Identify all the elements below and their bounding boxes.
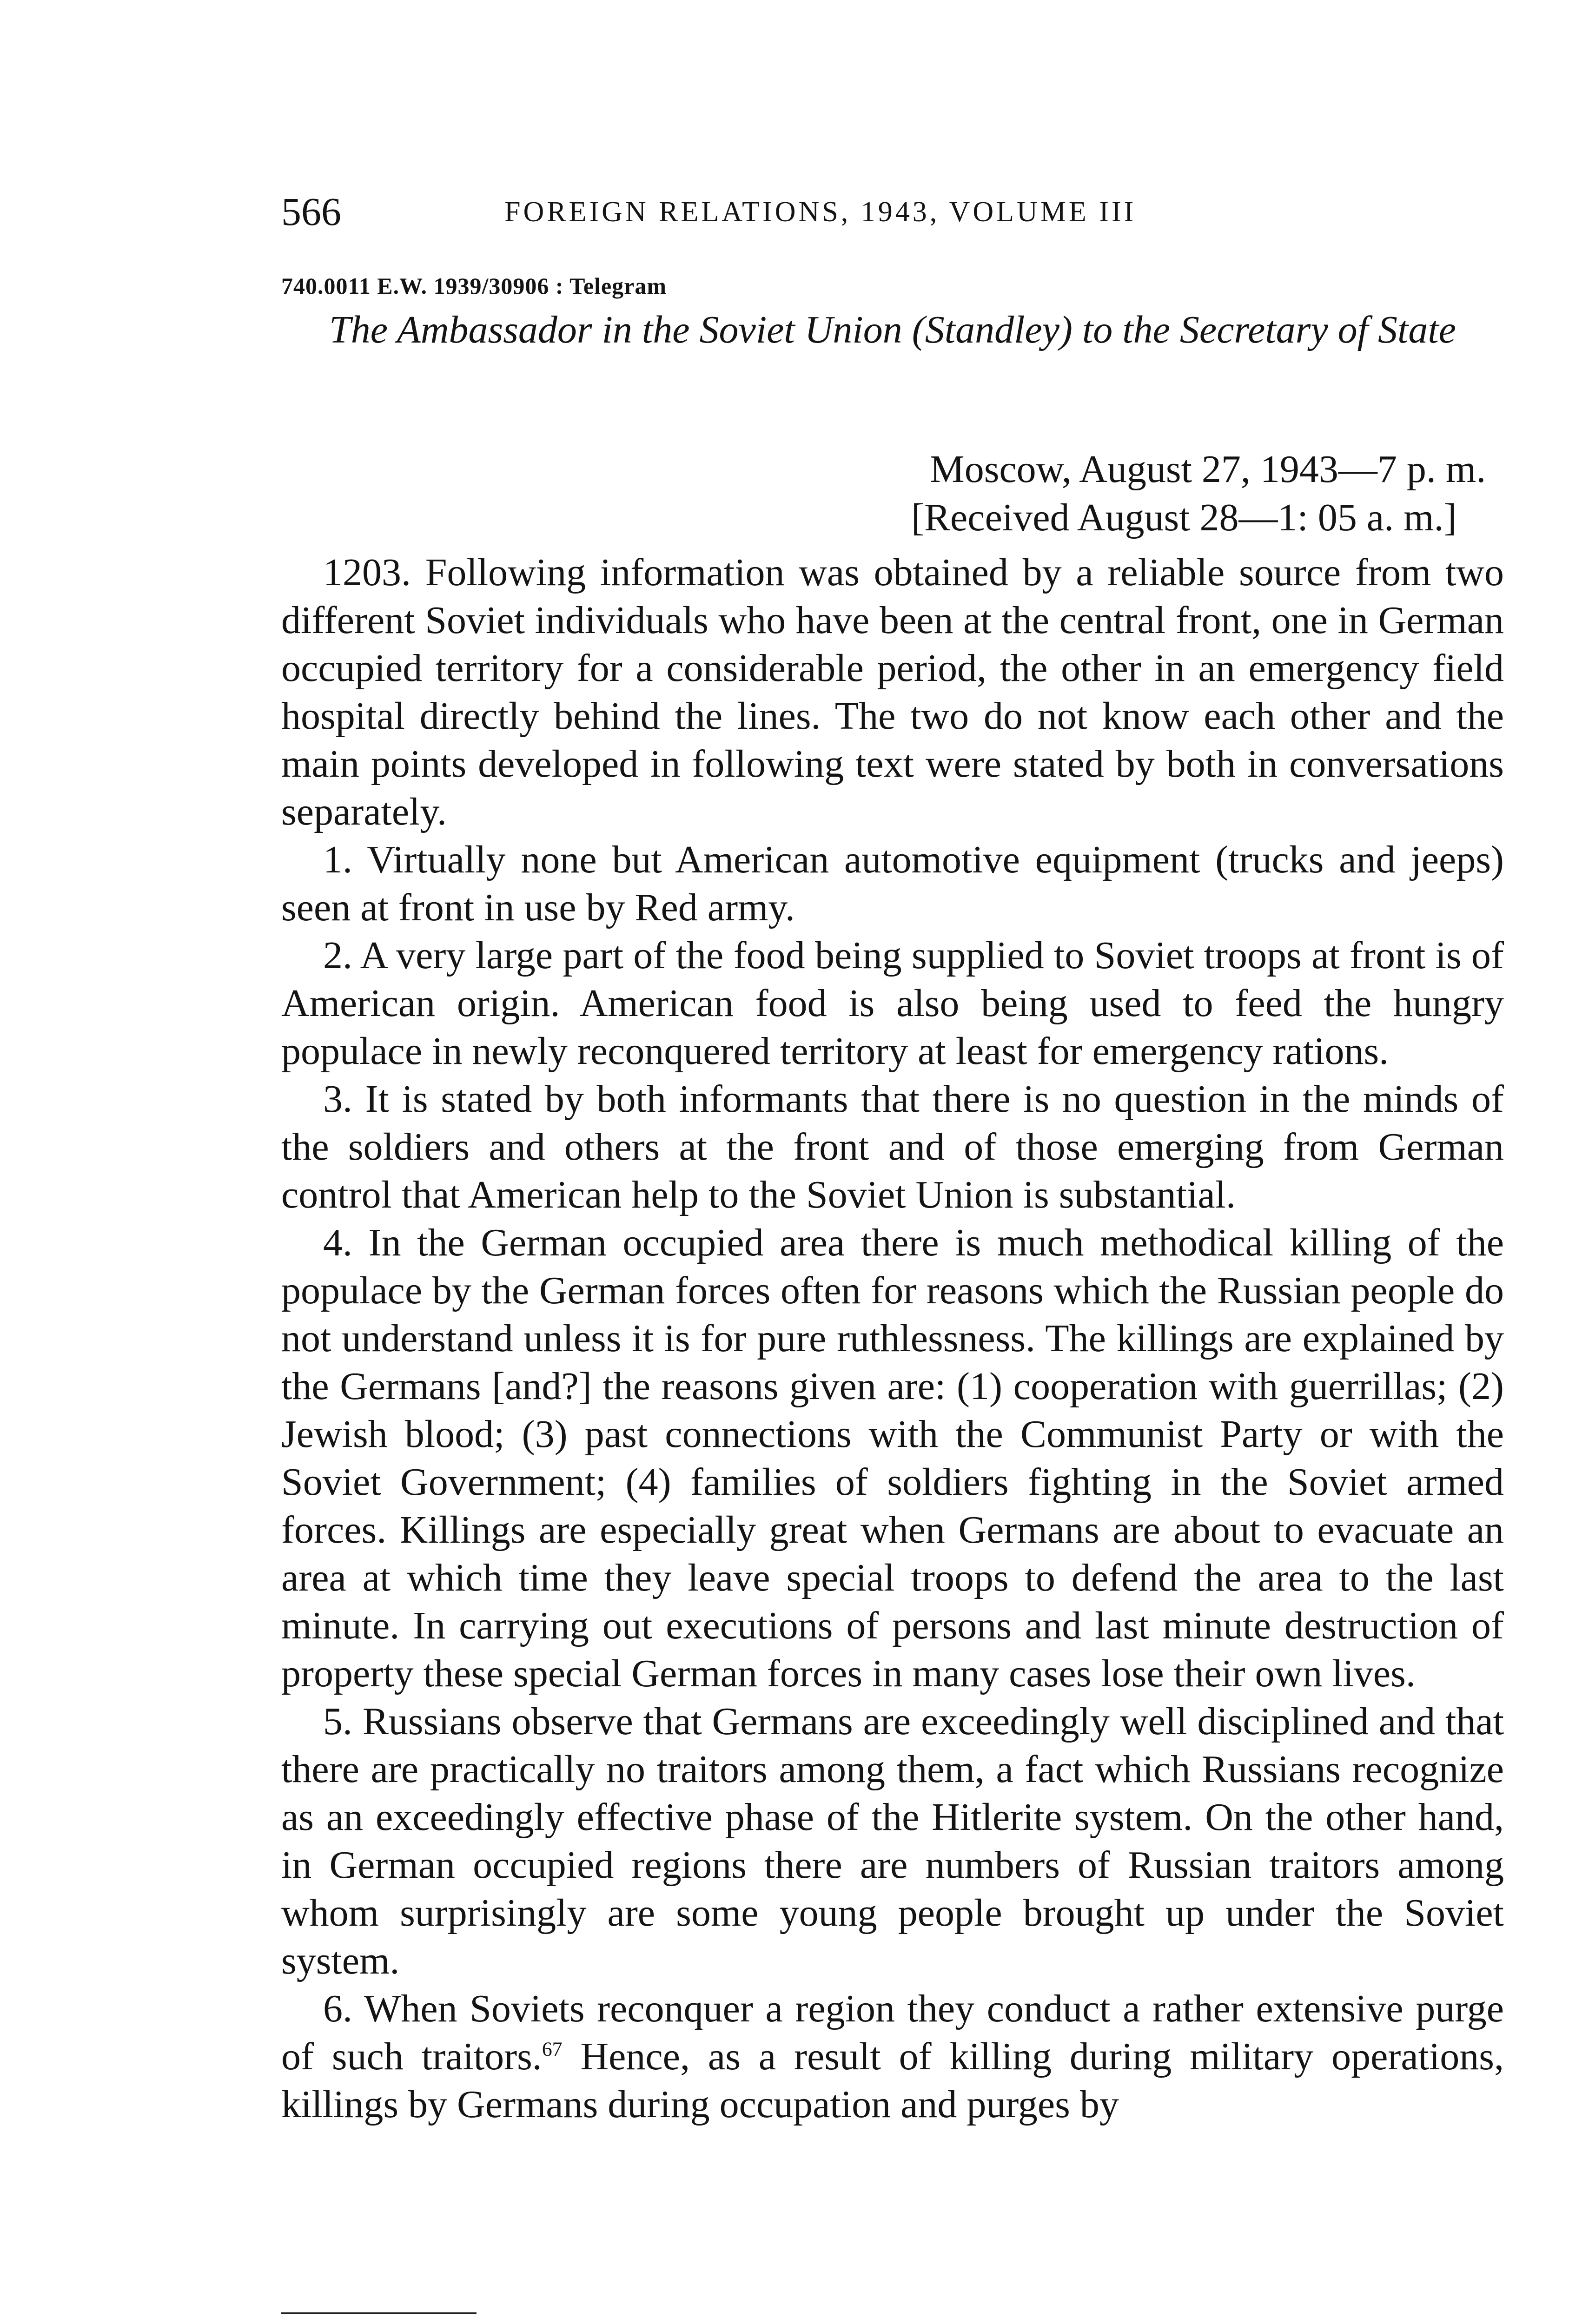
telegram-body [281,548,1504,2128]
body-paragraph: 5. Russians observe that Germans are exceedingly well disciplined and that there are practically no traitors among them, a fact which Russians recognize as an exceedingly effective phase of the Hitlerite system. On the other hand, in German occupied regions there are numbers of Russian traitors among whom surprisingly are some young people brought up under the Soviet system. [281,1700,1504,1982]
page-number: 566 [281,189,341,234]
dateline [911,445,1516,542]
body-paragraph: 2. A very large part of the food being supplied to Soviet troops at front is of American origin. American food is also being used to feed the hungry populace in newly reconquered territory at least for emergency rations. [281,934,1504,1073]
body-paragraph: 3. It is stated by both informants that there is no question in the minds of the soldiers and others at the front and of those emerging from German control that American help to the Soviet Union is substantial. [281,1077,1504,1216]
body-paragraph: 1. Virtually none but American automotive equipment (trucks and jeeps) seen at front in use by Red army. [281,838,1504,929]
file-reference: 740.0011 E.W. 1939/30906 : Telegram [281,273,667,299]
paragraph-text: 6. When Soviets reconquer a region they conduct a rather extensive purge of such traitors. [281,1987,1504,2078]
paragraph-text: Hence, as a result of killing during military operations, killings by Germans during occupation and purges by [281,2035,1504,2126]
page-header [281,186,1504,237]
body-paragraph-6 [281,1985,1504,2128]
body-paragraph: 4. In the German occupied area there is much methodical killing of the populace by the German forces often for reasons which the Russian people do not understand unless it is for pure ruthlessness. The killings are explained by the Germans [and?] the reasons given are: (1) cooperation with guerrillas; (2) Jewish blood; (3) past connections with the Communist Party or with the Soviet Government; (4) families of soldiers fighting in the Soviet armed forces. Killings are especially great when Germans are about to evacuate an area at which time they leave special troops to defend the area to the last minute. In carrying out executions of persons and last minute destruction of property these special German forces in many cases lose their own lives. [281,1221,1504,1695]
dateline-received: [Received August 28—1: 05 a. m.] [911,496,1457,539]
document-title: The Ambassador in the Soviet Union (Standley) to the Secretary of State [329,308,1456,351]
running-title: FOREIGN RELATIONS, 1943, VOLUME III [504,196,1137,228]
dateline-place: Moscow, August 27, 1943—7 p. m. [930,448,1486,491]
body-paragraph: 1203. Following information was obtained by a reliable source from two different Soviet individuals who have been at the central front, one in German occupied territory for a considerable period, the other in an emergency field hospital directly behind the lines. The two do not know each other and the main points developed in following text were stated by both in conversations separately. [281,551,1504,833]
footnote-reference[interactable]: 67 [542,2038,563,2060]
footnote-divider [281,2312,477,2314]
